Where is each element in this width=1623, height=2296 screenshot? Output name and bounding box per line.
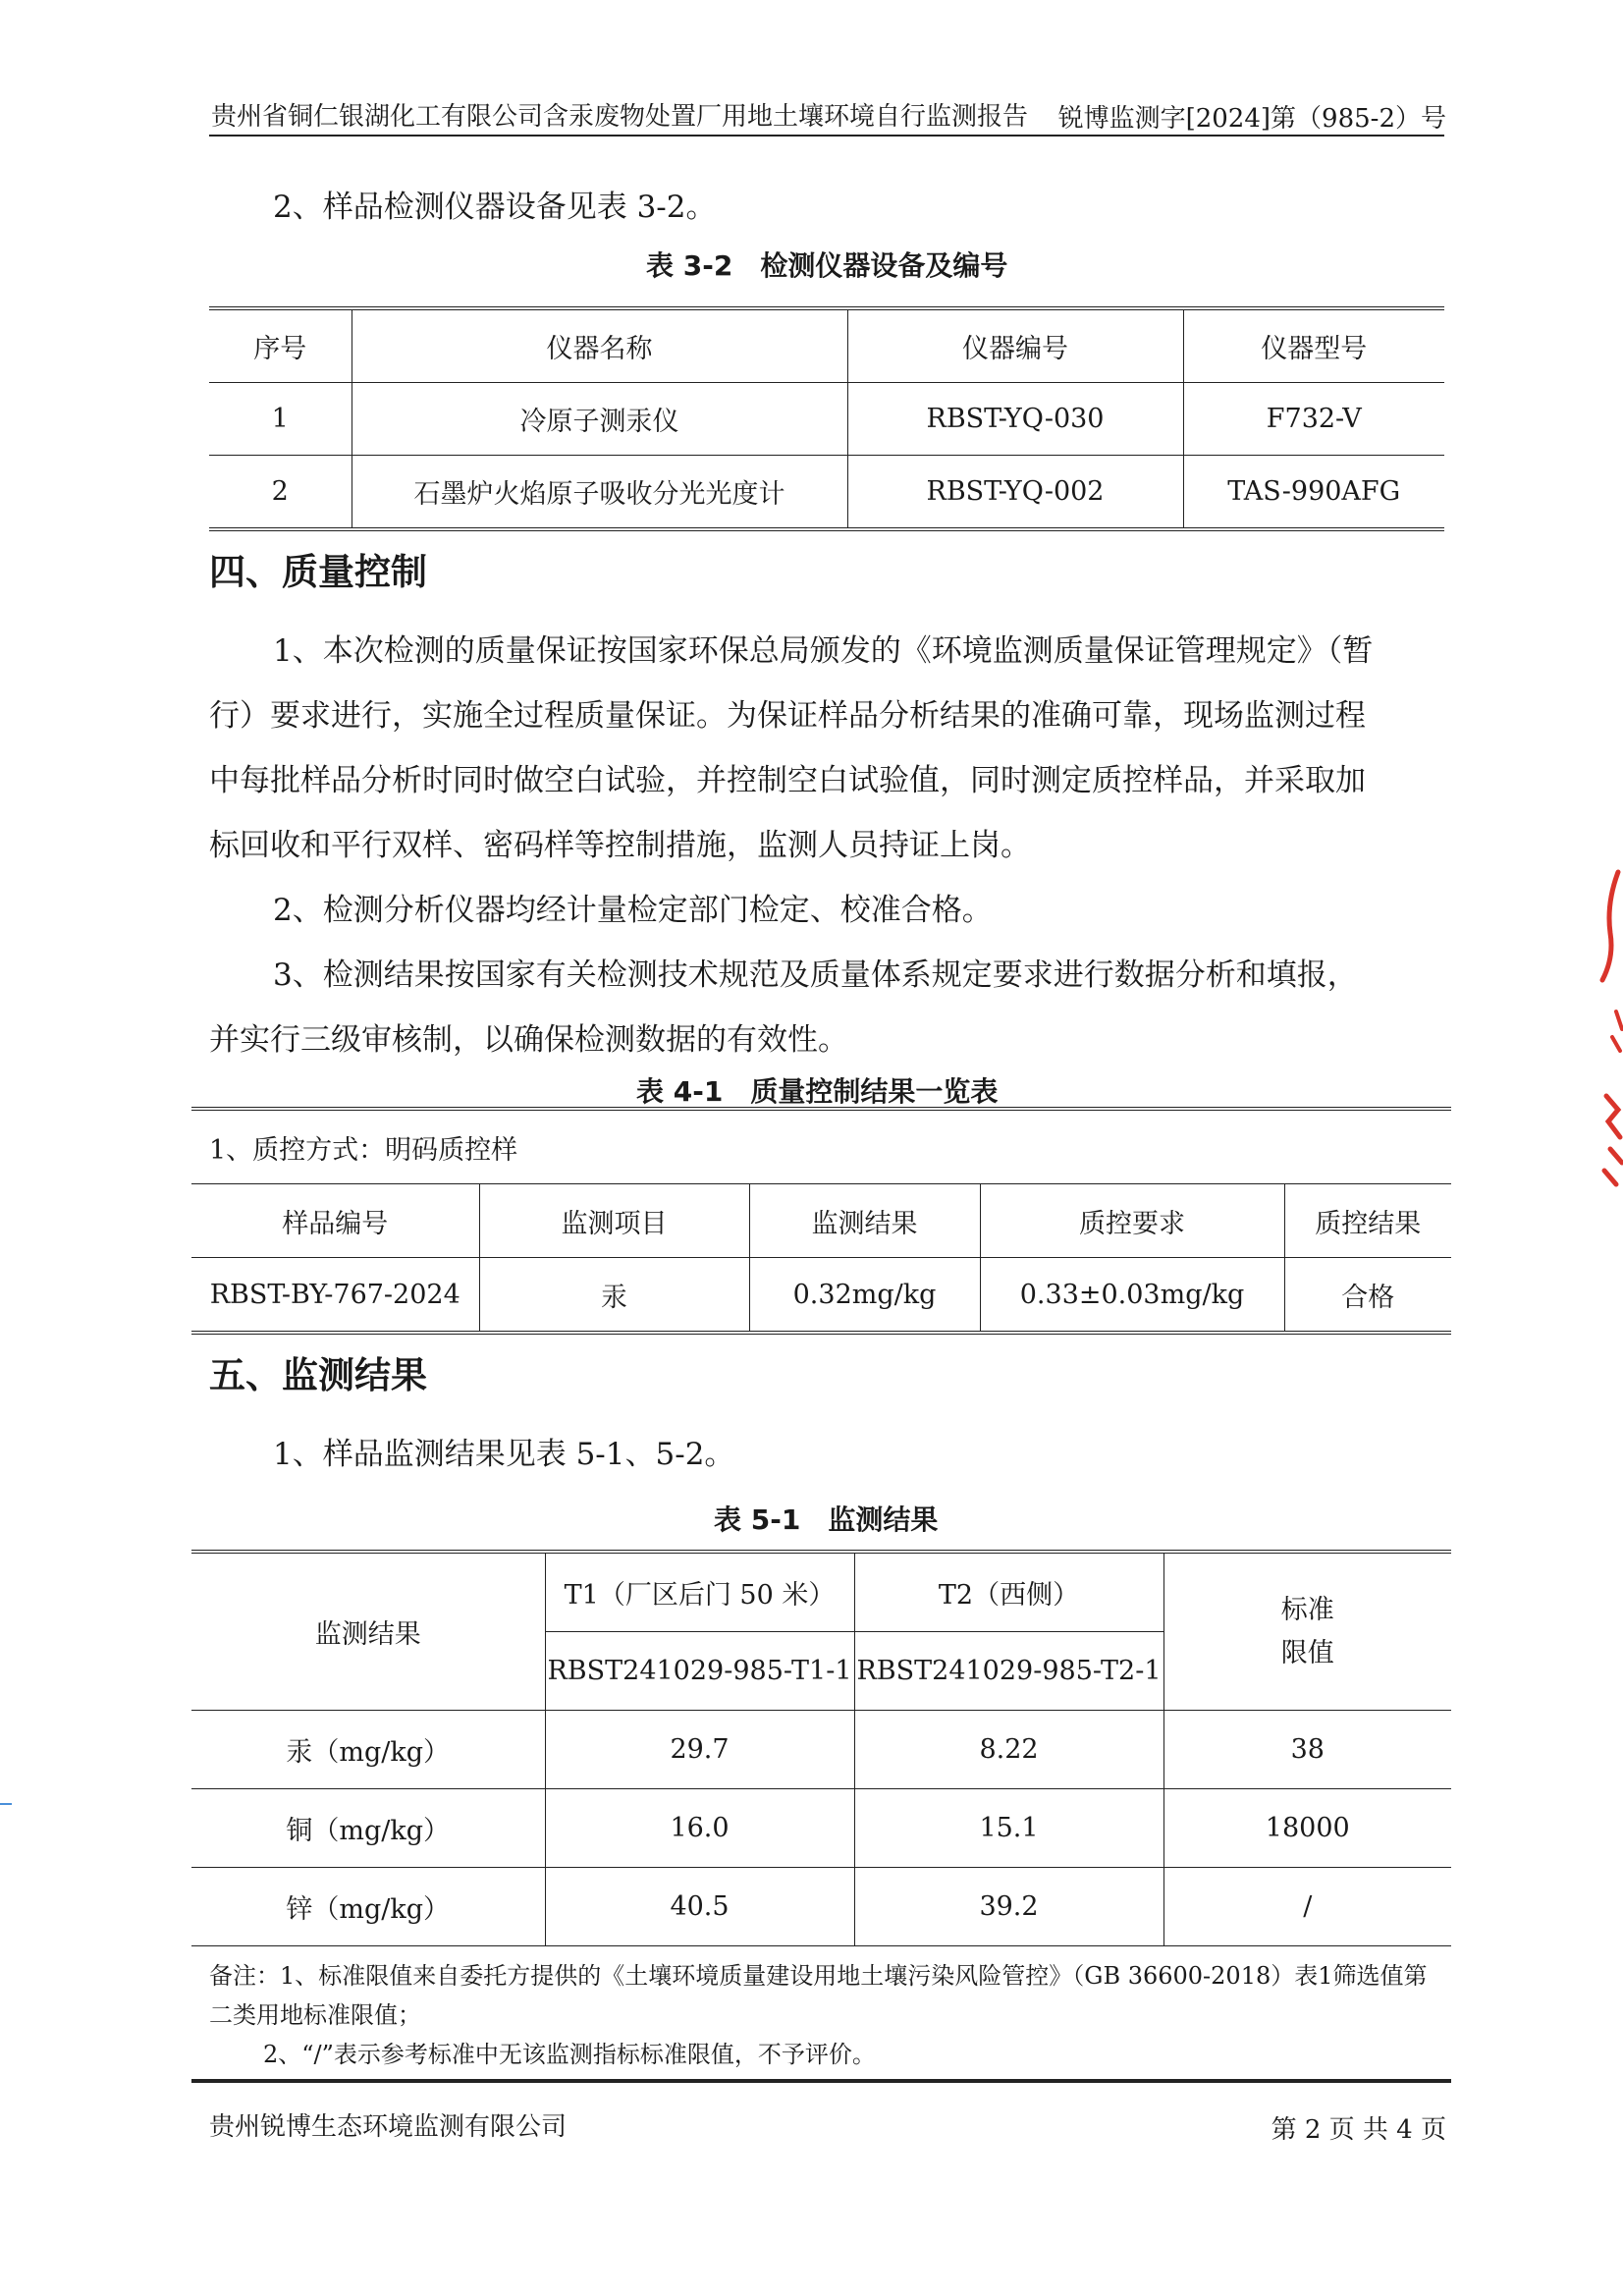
table-cell: 38 — [1163, 1711, 1451, 1789]
note-line: 2、“/”表示参考标准中无该监测指标标准限值，不予评价。 — [263, 2041, 876, 2068]
table-cell: 石墨炉火焰原子吸收分光光度计 — [352, 456, 847, 530]
table-cell: 锌（mg/kg） — [191, 1868, 545, 1946]
page-number: 第 2 页 共 4 页 — [1271, 2115, 1446, 2145]
header-cell: 仪器名称 — [352, 308, 847, 383]
table-cell: 8.22 — [854, 1711, 1163, 1789]
sample-id-header: RBST241029-985-T1-1 — [545, 1632, 854, 1711]
table-cell: TAS-990AFG — [1183, 456, 1444, 530]
paragraph-line: 1、样品监测结果见表 5-1、5-2。 — [273, 1437, 735, 1472]
table-3-2-caption: 表 3-2 检测仪器设备及编号 — [646, 249, 1008, 282]
table-cell: RBST-BY-767-2024 — [191, 1258, 479, 1334]
monitoring-results-table — [191, 1550, 1451, 2082]
table-row — [209, 383, 1444, 456]
table-row — [191, 1711, 1451, 1789]
seal-stamp-edge — [1589, 864, 1623, 1188]
table-cell: 15.1 — [854, 1789, 1163, 1868]
limit-header — [1163, 1552, 1451, 1711]
table-cell: 18000 — [1163, 1789, 1451, 1868]
report-title-header: 贵州省铜仁银湖化工有限公司含汞废物处置厂用地土壤环境自行监测报告 — [211, 102, 1029, 132]
sample-id-header: RBST241029-985-T2-1 — [854, 1632, 1163, 1711]
table-cell: 1 — [209, 383, 352, 456]
table-cell: 40.5 — [545, 1868, 854, 1946]
table-cell: / — [1163, 1868, 1451, 1946]
table-cell: RBST-YQ-002 — [847, 456, 1183, 530]
table-row — [191, 1868, 1451, 1946]
table-cell: 0.33±0.03mg/kg — [980, 1258, 1284, 1334]
note-line: 二类用地标准限值； — [209, 2001, 421, 2029]
note-line: 备注：1、标准限值来自委托方提供的《土壤环境质量建设用地土壤污染风险管控》（GB 36600-2018）表1筛选值第 — [209, 1962, 1428, 1990]
header-cell: 监测结果 — [749, 1184, 980, 1258]
table-5-1-caption: 表 5-1 监测结果 — [714, 1503, 939, 1536]
header-cell: 仪器型号 — [1183, 308, 1444, 383]
table-cell: 冷原子测汞仪 — [352, 383, 847, 456]
section-4-title: 四、质量控制 — [209, 551, 427, 593]
table-header-row — [191, 1552, 1451, 1632]
table-row — [191, 1789, 1451, 1868]
header-cell: 仪器编号 — [847, 308, 1183, 383]
header-cell: 样品编号 — [191, 1184, 479, 1258]
table-cell: 合格 — [1284, 1258, 1451, 1334]
table-cell: 铜（mg/kg） — [191, 1789, 545, 1868]
table-row — [209, 456, 1444, 530]
table-cell: 29.7 — [545, 1711, 854, 1789]
table-header-row — [209, 308, 1444, 383]
table-cell: 16.0 — [545, 1789, 854, 1868]
notes-cell — [191, 1946, 1451, 2082]
paragraph-line: 1、本次检测的质量保证按国家环保总局颁发的《环境监测质量保证管理规定》（暂 — [273, 633, 1374, 669]
quality-control-table — [191, 1107, 1451, 1335]
site-header: T1（厂区后门 50 米） — [545, 1552, 854, 1632]
equipment-table — [209, 306, 1444, 531]
table-cell: 2 — [209, 456, 352, 530]
table-cell: 汞（mg/kg） — [191, 1711, 545, 1789]
paragraph-line: 2、检测分析仪器均经计量检定部门检定、校准合格。 — [273, 893, 993, 928]
limit-header-line: 标准 — [1280, 1594, 1334, 1625]
qc-mode-row — [191, 1109, 1451, 1184]
paragraph-line: 中每批样品分析时同时做空白试验，并控制空白试验值，同时测定质控样品，并采取加 — [209, 763, 1366, 798]
header-cell: 监测项目 — [479, 1184, 749, 1258]
site-header: T2（西侧） — [854, 1552, 1163, 1632]
table-cell: 39.2 — [854, 1868, 1163, 1946]
header-cell: 序号 — [209, 308, 352, 383]
table-header-row — [191, 1184, 1451, 1258]
report-number: 锐博监测字[2024]第（985-2）号 — [1057, 104, 1446, 134]
section-5-title: 五、监测结果 — [209, 1354, 427, 1396]
paragraph-line: 标回收和平行双样、密码样等控制措施，监测人员持证上岗。 — [209, 828, 1031, 863]
table-cell: 汞 — [479, 1258, 749, 1334]
paragraph-line: 3、检测结果按国家有关检测技术规范及质量体系规定要求进行数据分析和填报， — [273, 957, 1358, 993]
qc-mode: 1、质控方式：明码质控样 — [191, 1109, 1451, 1184]
table-bottom-divider — [191, 2079, 1451, 2083]
company-name: 贵州锐博生态环境监测有限公司 — [209, 2112, 568, 2142]
notes-row — [191, 1946, 1451, 2082]
paragraph-line: 行）要求进行，实施全过程质量保证。为保证样品分析结果的准确可靠，现场监测过程 — [209, 698, 1366, 734]
corner-header: 监测结果 — [191, 1552, 545, 1711]
table-cell: F732-V — [1183, 383, 1444, 456]
header-cell: 质控要求 — [980, 1184, 1284, 1258]
header-divider — [209, 135, 1444, 137]
limit-header-line: 限值 — [1280, 1637, 1334, 1668]
table-4-1-caption: 表 4-1 质量控制结果一览表 — [636, 1075, 999, 1108]
paragraph-line: 并实行三级审核制，以确保检测数据的有效性。 — [209, 1022, 848, 1058]
table-cell: RBST-YQ-030 — [847, 383, 1183, 456]
table-row — [191, 1258, 1451, 1334]
intro-line: 2、样品检测仪器设备见表 3-2。 — [273, 190, 717, 225]
table-cell: 0.32mg/kg — [749, 1258, 980, 1334]
header-cell: 质控结果 — [1284, 1184, 1451, 1258]
scan-mark — [0, 1803, 12, 1805]
